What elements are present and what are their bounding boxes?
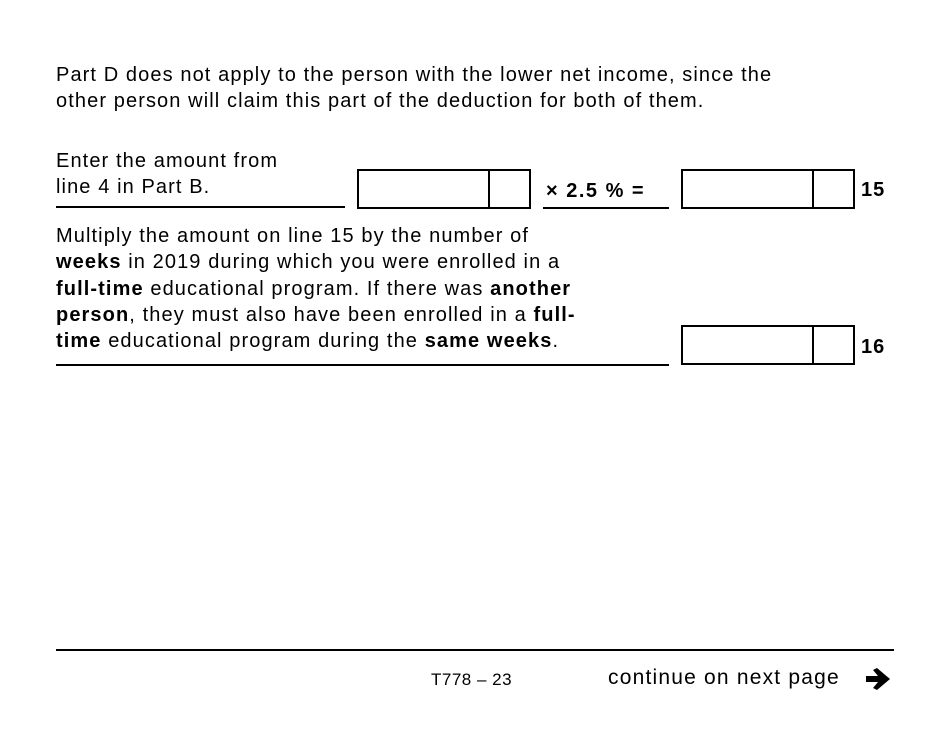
operator-underline [543,207,669,209]
line15-amount-dollars-input[interactable] [359,171,489,207]
intro-line-1: Part D does not apply to the person with the lower net income, since the [56,64,773,86]
intro-line-2: other person will claim this part of the deduction for both of them. [56,90,705,112]
line16-text-line [56,223,529,249]
emphasis-text: weeks [56,251,122,274]
line15-result-field[interactable] [681,169,855,209]
line16-text-line [56,276,571,302]
line-number-15: 15 [861,179,886,201]
line15-result-cents-input[interactable] [814,171,855,207]
emphasis-text: full-time [56,277,144,300]
line15-label-2: line 4 in Part B. [56,176,211,198]
line16-result-cents-input[interactable] [814,327,855,363]
emphasis-text: another [490,277,572,300]
right-arrow-icon [864,667,892,691]
emphasis-text: time [56,330,102,353]
line16-result-field[interactable] [681,325,855,365]
line16-underline [56,364,669,366]
form-page-number: T778 – 23 [431,670,513,689]
line-number-16: 16 [861,336,886,358]
line15-result-dollars-input[interactable] [683,171,813,207]
emphasis-text: person [56,303,130,326]
body-text: in 2019 during which you were enrolled in a [121,251,561,274]
body-text: educational program. If there was [143,277,491,300]
line15-label-underline [56,206,345,208]
line16-text-line [56,249,560,275]
line15-amount-field[interactable] [357,169,531,209]
body-text: Multiply the amount on line 15 by the number of [56,225,530,247]
body-text: . [552,330,560,353]
body-text: , they must also have been enrolled in a [129,303,534,326]
emphasis-text: full- [533,303,576,326]
continue-label: continue on next page [608,666,840,689]
line15-label-1: Enter the amount from [56,150,279,172]
body-text: educational program during the [101,330,425,353]
line16-result-dollars-input[interactable] [683,327,813,363]
line16-text-line [56,302,576,328]
emphasis-text: same weeks [424,330,553,353]
footer-rule [56,649,894,651]
line15-amount-cents-input[interactable] [490,171,531,207]
line16-text-line [56,328,559,354]
multiply-operator: × 2.5 % = [546,180,646,202]
